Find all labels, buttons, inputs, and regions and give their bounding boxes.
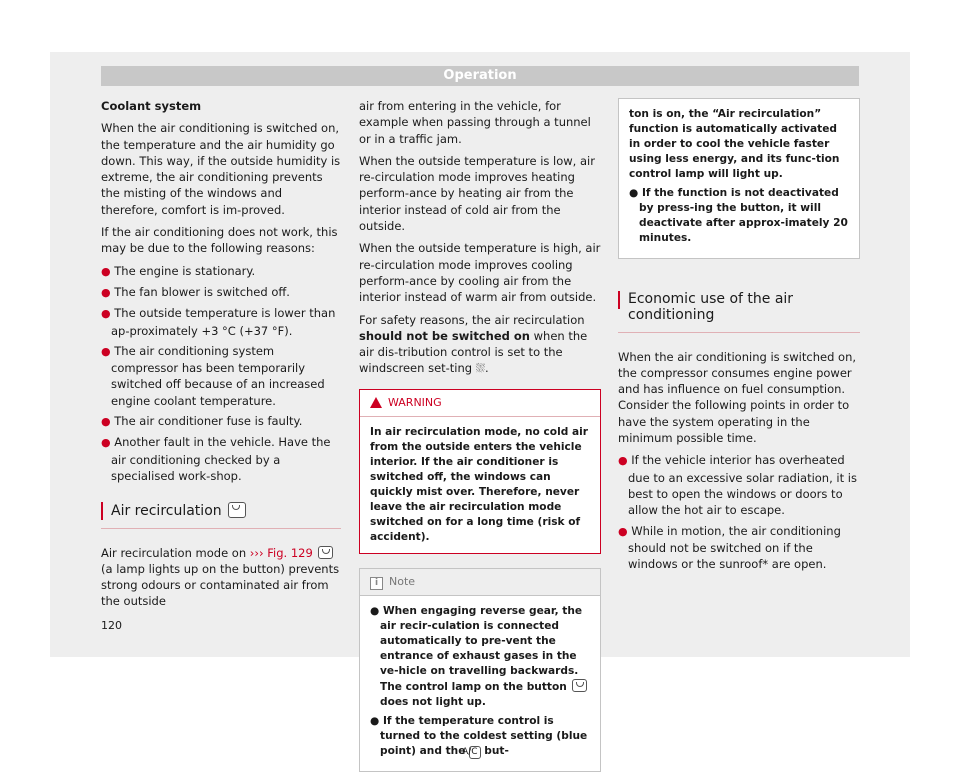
recirculation-icon	[318, 546, 333, 559]
column-2	[359, 98, 601, 772]
coolant-heading: Coolant system	[101, 99, 202, 113]
bullet-icon: ●	[101, 285, 111, 299]
section-title: Economic use of the air conditioning	[628, 291, 794, 324]
economic-paragraph: When the air conditioning is switched on, the compressor consumes engine power and has influence on fuel consumption. Consider the following points in order to have the system operating in the minimum possible time.	[618, 349, 857, 446]
ac-button-icon: A/C	[469, 746, 480, 759]
list-item: ● If the temperature control is turned to the coldest setting (blue point) and the A/C but-	[370, 715, 588, 758]
page-header-title: Operation	[443, 68, 517, 83]
section-air-recirculation	[101, 496, 341, 528]
list-item: ● If the function is not deactivated by press-ing the button, it will deactivate after approx-imately 20 minutes.	[629, 187, 848, 244]
bullet-icon: ●	[618, 524, 628, 538]
page-header	[101, 66, 859, 86]
recirc-paragraph-2: When the outside temperature is low, air re-circulation mode improves heating perform-ance by heating air from the interior instead of cold air from the outside.	[359, 153, 595, 234]
bullet-icon: ●	[101, 344, 111, 358]
recirculation-paragraph: Air recirculation mode on ››› Fig. 129 (a lamp lights up on the button) prevents strong odours or contaminated air from the outside	[101, 545, 340, 609]
coolant-paragraph-1: When the air conditioning is switched on, the temperature and the air humidity go down. This way, if the outside humidity is extreme, the air conditioning prevents the misting of the windows and therefore, comfort is im-proved.	[101, 121, 341, 217]
bullet-icon: ●	[101, 307, 111, 321]
note-header: i Note	[360, 569, 600, 596]
bullet-icon: ●	[618, 454, 628, 468]
list-item: ● The outside temperature is lower than ap-proximately +3 °C (+37 °F).	[101, 306, 336, 338]
note-box	[359, 568, 601, 772]
list-item: ton is on, the “Air recirculation” function is automatically activated in order to cool the vehicle faster using less energy, and its func-tion control lamp will light up.	[629, 108, 840, 180]
section-title: Air recirculation	[101, 496, 248, 527]
bullet-icon: ●	[101, 264, 111, 278]
bullet-icon: ●	[101, 436, 111, 450]
recirc-paragraph-3: When the outside temperature is high, air re-circulation mode improves cooling perform-ance by cooling air from the interior instead of warm air from outside.	[359, 241, 601, 305]
list-item: ● If the vehicle interior has overheated due to an excessive solar radiation, it is best to open the windows or doors to allow the hot air to escape.	[618, 453, 857, 518]
warning-header: WARNING	[360, 390, 600, 417]
list-item: ● While in motion, the air conditioning should not be switched on if the windows or the sunroof* are open.	[618, 523, 841, 572]
note-continuation-box	[618, 98, 860, 259]
figure-arrow: ›››	[249, 545, 264, 560]
windscreen-icon: ⛆	[475, 361, 485, 376]
recirc-paragraph-1: air from entering in the vehicle, for example when passing through a tunnel or in a traffic jam.	[359, 99, 591, 146]
section-accent-bar	[618, 291, 620, 309]
recirc-paragraph-4: For safety reasons, the air recirculation should not be switched on when the air dis-tribution control is set to the windscreen set-ting ⛆.	[359, 312, 588, 376]
list-item: ● The engine is stationary.	[101, 263, 256, 278]
figure-link[interactable]: Fig. 129	[267, 545, 313, 560]
warning-box	[359, 389, 601, 554]
info-icon: i	[370, 577, 383, 590]
list-item: ● The air conditioner fuse is faulty.	[101, 414, 303, 429]
page-number: 120	[101, 619, 122, 632]
column-1	[101, 98, 341, 616]
recirculation-icon	[572, 679, 587, 692]
section-accent-bar	[101, 502, 103, 520]
bullet-icon: ●	[101, 415, 111, 429]
list-item: ● The fan blower is switched off.	[101, 284, 290, 299]
warning-icon	[370, 397, 382, 408]
warning-text: In air recirculation mode, no cold air from the outside enters the vehicle interior. If the air conditioner is switched off, the windows can quickly mist over. Therefore, never leave the air recirculation mode switched on for a long time (risk of accident).	[370, 426, 588, 544]
column-3	[618, 98, 860, 576]
list-item: ● When engaging reverse gear, the air recir-culation is connected automatically to pre-vent the entrance of exhaust gases in the ve-hicle on travelling backwards. The control lamp on the button does not light up.	[370, 604, 590, 710]
coolant-paragraph-2: If the air conditioning does not work, this may be due to the following reasons:	[101, 225, 338, 256]
list-item: ● The air conditioning system compressor has been temporarily switched off because of an increased engine coolant temperature.	[101, 343, 325, 408]
section-economic-use	[618, 285, 860, 333]
recirculation-icon	[228, 502, 246, 518]
note-body	[360, 596, 600, 771]
list-item: ● Another fault in the vehicle. Have the air conditioning checked by a specialised work-shop.	[101, 435, 331, 483]
